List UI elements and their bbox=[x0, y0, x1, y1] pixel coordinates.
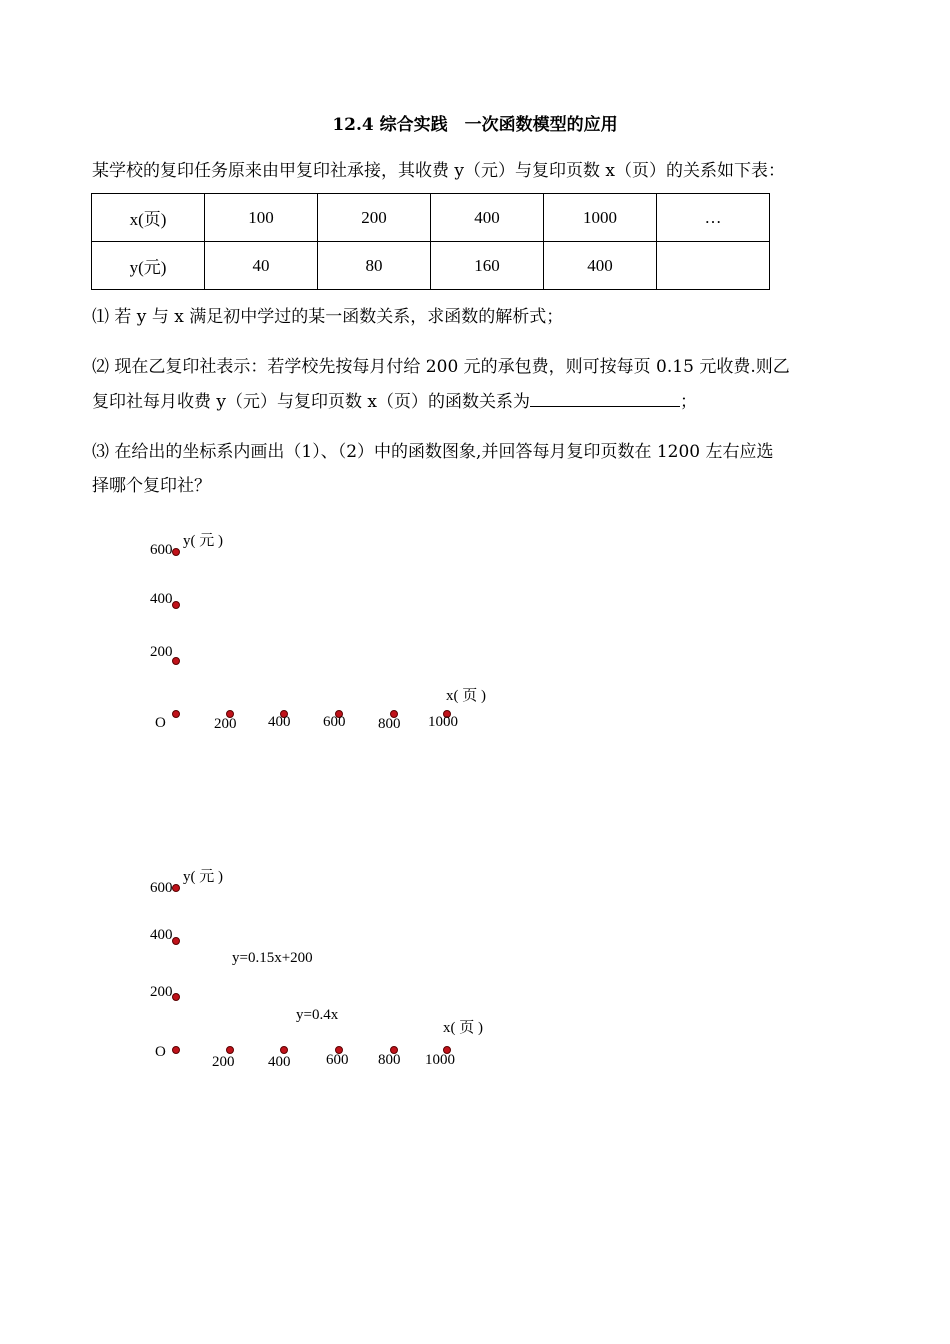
coordinate-graph-2 bbox=[0, 856, 950, 1076]
question-2-line-2 bbox=[92, 384, 862, 419]
y-tick-label: 400 bbox=[150, 927, 173, 943]
origin-point bbox=[172, 1046, 180, 1054]
x-tick-label: 1000 bbox=[428, 714, 458, 730]
table-cell: x(页) bbox=[92, 194, 205, 242]
question-3 bbox=[92, 435, 862, 503]
y-tick-label: 600 bbox=[150, 542, 173, 558]
line-label-a: y=0.15x+200 bbox=[232, 950, 313, 966]
table-cell: 1000 bbox=[544, 194, 657, 242]
question-2-text: 复印社每月收费 y（元）与复印页数 x（页）的函数关系为 bbox=[92, 392, 530, 412]
y-tick-point bbox=[172, 993, 180, 1001]
table-cell: 40 bbox=[205, 242, 318, 290]
table-cell bbox=[657, 242, 770, 290]
table-cell: 80 bbox=[318, 242, 431, 290]
table-cell: … bbox=[657, 194, 770, 242]
origin-label: O bbox=[155, 1044, 166, 1060]
coordinate-graph-1 bbox=[0, 520, 950, 740]
fee-table bbox=[91, 193, 770, 290]
y-tick-label: 200 bbox=[150, 644, 173, 660]
x-axis-label: x( 页 ) bbox=[443, 1020, 483, 1036]
table-cell: 200 bbox=[318, 194, 431, 242]
x-tick-point bbox=[280, 1046, 288, 1054]
line-label-b: y=0.4x bbox=[296, 1007, 339, 1023]
x-tick-label: 800 bbox=[378, 716, 401, 732]
x-tick-label: 600 bbox=[326, 1052, 349, 1068]
y-tick-point bbox=[172, 884, 180, 892]
x-axis-label: x( 页 ) bbox=[446, 688, 486, 704]
intro-paragraph: 某学校的复印任务原来由甲复印社承接，其收费 y（元）与复印页数 x（页）的关系如下表： bbox=[92, 161, 785, 181]
table-cell: 400 bbox=[431, 194, 544, 242]
table-row bbox=[92, 194, 770, 242]
y-axis-label: y( 元 ) bbox=[183, 533, 223, 549]
y-tick-label: 600 bbox=[150, 880, 173, 896]
question-2-end: ； bbox=[680, 392, 697, 412]
origin-point bbox=[172, 710, 180, 718]
y-tick-point bbox=[172, 601, 180, 609]
question-3-line-1: ⑶ 在给出的坐标系内画出（1）、（2）中的函数图象,并回答每月复印页数在 1200 左右应选 bbox=[92, 442, 774, 462]
question-3-line-2: 择哪个复印社？ bbox=[92, 476, 211, 496]
y-tick-point bbox=[172, 657, 180, 665]
x-tick-label: 200 bbox=[214, 716, 237, 732]
x-tick-label: 800 bbox=[378, 1052, 401, 1068]
x-tick-label: 200 bbox=[212, 1054, 235, 1070]
origin-label: O bbox=[155, 715, 166, 731]
table-cell: 100 bbox=[205, 194, 318, 242]
y-tick-point bbox=[172, 937, 180, 945]
y-tick-point bbox=[172, 548, 180, 556]
x-tick-point bbox=[226, 1046, 234, 1054]
y-tick-label: 400 bbox=[150, 591, 173, 607]
page-title: 12.4 综合实践 一次函数模型的应用 bbox=[332, 115, 618, 135]
x-tick-label: 600 bbox=[323, 714, 346, 730]
x-tick-label: 400 bbox=[268, 1054, 291, 1070]
table-cell: 160 bbox=[431, 242, 544, 290]
y-tick-label: 200 bbox=[150, 984, 173, 1000]
table-cell: 400 bbox=[544, 242, 657, 290]
x-tick-label: 400 bbox=[268, 714, 291, 730]
question-2 bbox=[92, 350, 862, 419]
y-axis-label: y( 元 ) bbox=[183, 869, 223, 885]
answer-blank[interactable] bbox=[530, 384, 680, 407]
x-tick-label: 1000 bbox=[425, 1052, 455, 1068]
question-1: ⑴ 若 y 与 x 满足初中学过的某一函数关系，求函数的解析式； bbox=[92, 307, 564, 327]
question-2-line-1: ⑵ 现在乙复印社表示：若学校先按每月付给 200 元的承包费，则可按每页 0.15 元收费.则乙 bbox=[92, 357, 790, 377]
table-cell: y(元) bbox=[92, 242, 205, 290]
table-row bbox=[92, 242, 770, 290]
